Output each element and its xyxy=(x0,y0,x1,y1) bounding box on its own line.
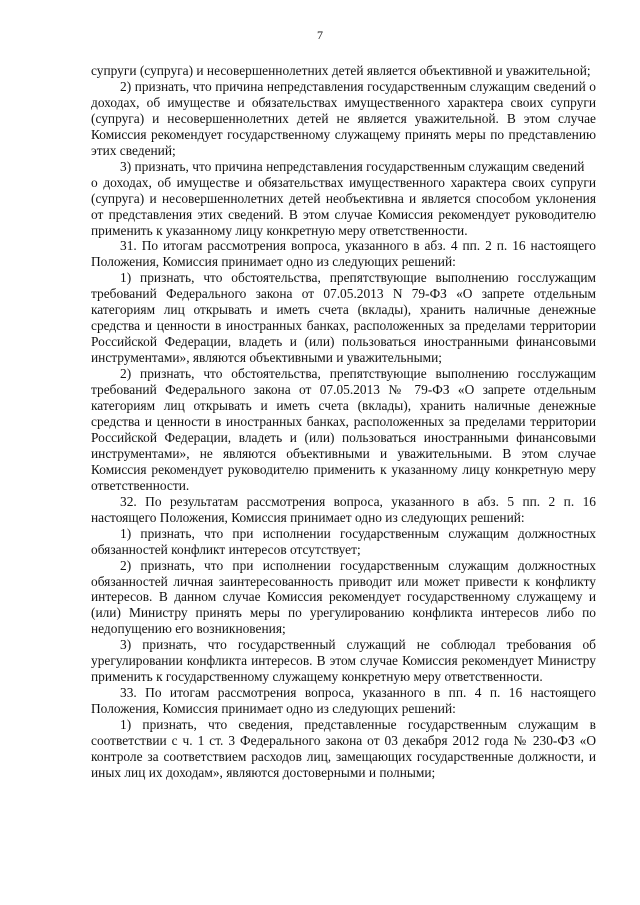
page-number: 7 xyxy=(317,28,323,42)
paragraph-10: 2) признать, что при исполнении государственным служащим должностных обязанностей личная заинтересованность приводит или может привести к конфликту интересов. В данном случае Комиссия рекомендует государственному служащему и (или) Министру принять меры по урегулированию конфликта интересов либо по недопущению его возникновения; xyxy=(91,557,596,637)
document-body xyxy=(91,63,596,781)
paragraph-8: 32. По результатам рассмотрения вопроса, указанного в абз. 5 пп. 2 п. 16 настоящего Положения, Комиссия принимает одно из следующих решений: xyxy=(91,493,596,525)
paragraph-2: 2) признать, что причина непредставления государственным служащим сведений о доходах, об имуществе и обязательствах имущественного характера своих супруги (супруга) и несовершеннолетних детей не является уважительной. В этом случае Комиссия рекомендует государственному служащему принять меры по представлению этих сведений; xyxy=(91,78,596,158)
paragraph-4: о доходах, об имуществе и обязательствах имущественного характера своих супруги (супруга) и несовершеннолетних детей необъективна и является способом уклонения от представления этих сведений. В этом случае Комиссия рекомендует руководителю применить к указанному лицу конкретную меру ответственности. xyxy=(91,174,596,238)
paragraph-12: 33. По итогам рассмотрения вопроса, указанного в пп. 4 п. 16 настоящего Положения, Комиссия принимает одно из следующих решений: xyxy=(91,685,596,717)
paragraph-9: 1) признать, что при исполнении государственным служащим должностных обязанностей конфликт интересов отсутствует; xyxy=(91,525,596,557)
paragraph-11: 3) признать, что государственный служащий не соблюдал требования об урегулировании конфликта интересов. В этом случае Комиссия рекомендует Министру применить к государственному служащему конкретную меру ответственности. xyxy=(91,637,596,685)
paragraph-6: 1) признать, что обстоятельства, препятствующие выполнению госслужащим требований Федерального закона от 07.05.2013 N 79-ФЗ «О запрете отдельным категориям лиц открывать и иметь счета (вклады), хранить наличные денежные средства и ценности в иностранных банках, расположенных за пределами территории Российской Федерации, владеть и (или) пользоваться иностранными финансовыми инструментами», являются объективными и уважительными; xyxy=(91,270,596,366)
paragraph-13: 1) признать, что сведения, представленные государственным служащим в соответствии с ч. 1 ст. 3 Федерального закона от 03 декабря 2012 года № 230-ФЗ «О контроле за соответствием расходов лиц, замещающих государственные должности, и иных лиц их доходам», являются достоверными и полными; xyxy=(91,717,596,780)
paragraph-7: 2) признать, что обстоятельства, препятствующие выполнению госслужащим требований Федерального закона от 07.05.2013 № 79-ФЗ «О запрете отдельным категориям лиц открывать и иметь счета (вклады), хранить наличные денежные средства и ценности в иностранных банках, расположенных за пределами территории Российской Федерации, владеть и (или) пользоваться иностранными финансовыми инструментами», не являются объективными и уважительными. В этом случае Комиссия рекомендует руководителю применить к указанному лицу конкретную меру ответственности. xyxy=(91,366,596,493)
paragraph-5: 31. По итогам рассмотрения вопроса, указанного в абз. 4 пп. 2 п. 16 настоящего Положения, Комиссия принимает одно из следующих решений: xyxy=(91,238,596,270)
paragraph-3: 3) признать, что причина непредставления государственным служащим сведений xyxy=(120,158,585,174)
paragraph-1: супруги (супруга) и несовершеннолетних детей является объективной и уважительной; xyxy=(91,63,591,78)
